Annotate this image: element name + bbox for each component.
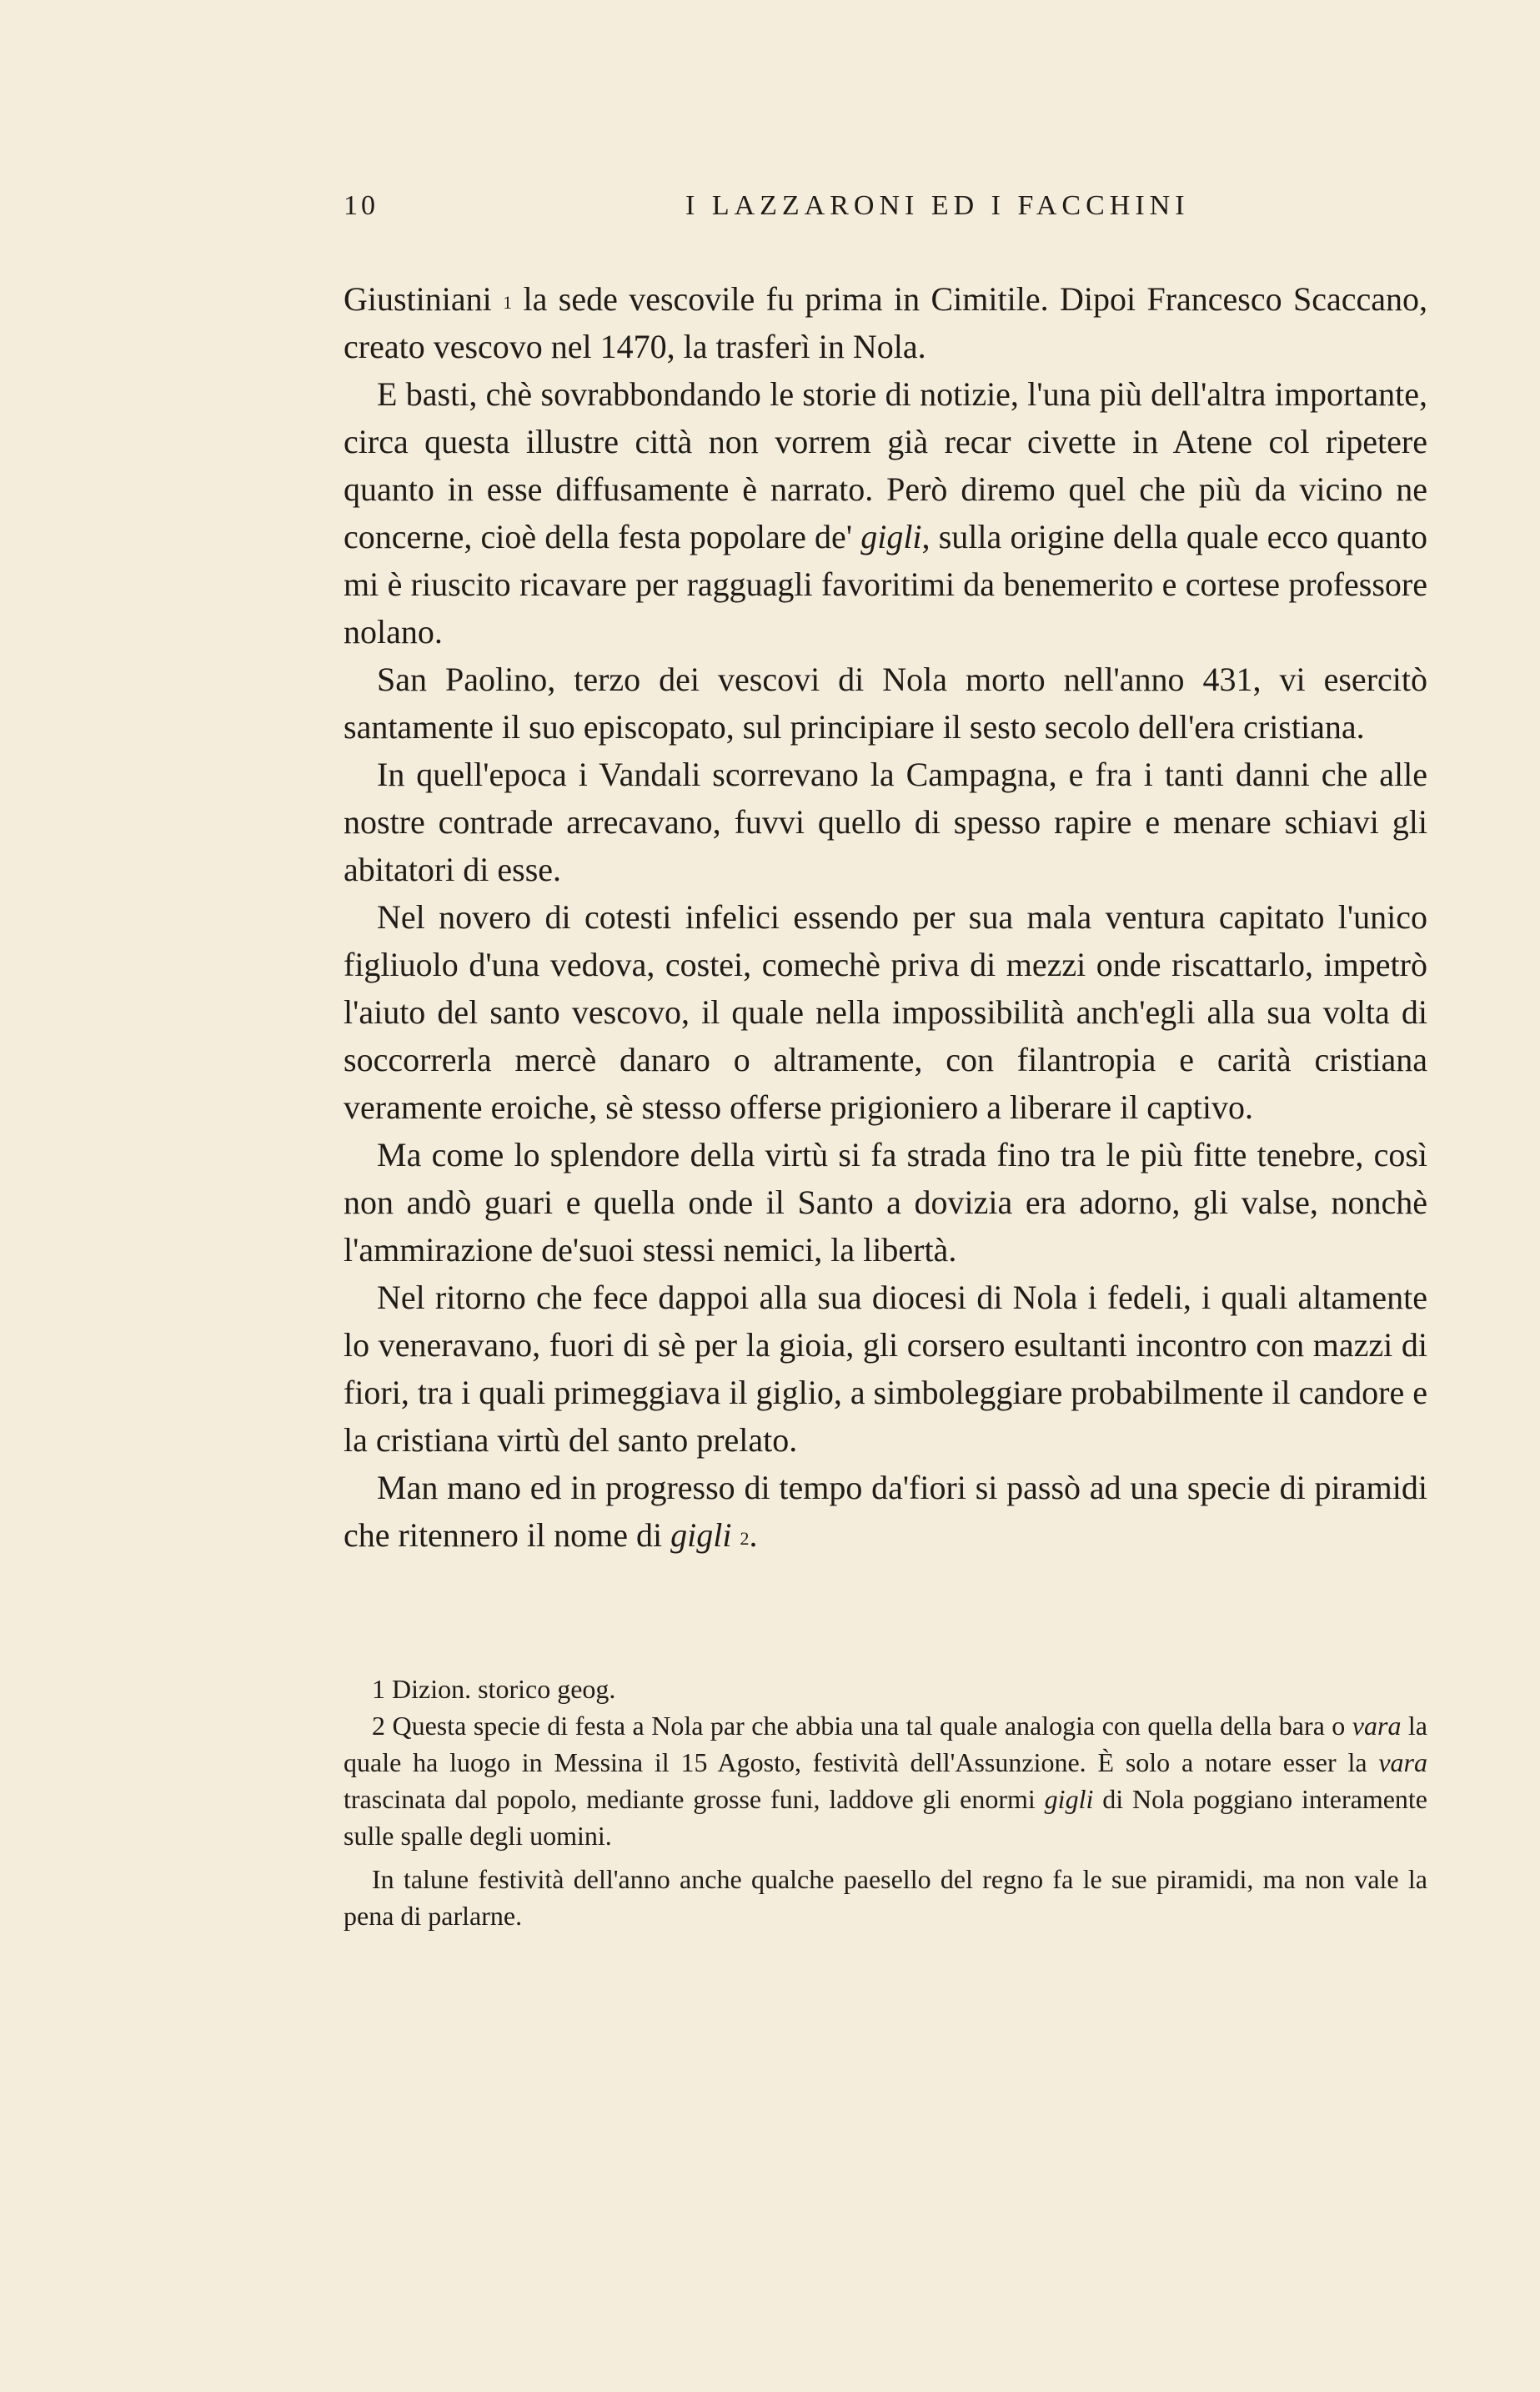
footnotes — [344, 1671, 1427, 1934]
italic-term: gigli — [670, 1516, 732, 1554]
text-run: la quale ha luogo in Messina il 15 Agosto, festività dell'Assunzione. È solo a notare esser la — [344, 1711, 1428, 1777]
text-run: Man mano ed in progresso di tempo da'fiori si passò ad una specie di piramidi che ritennero il nome di — [344, 1469, 1427, 1554]
paragraph-7: Nel ritorno che fece dappoi alla sua diocesi di Nola i fedeli, i quali altamente lo veneravano, fuori di sè per la gioia, gli corsero esultanti incontro con mazzi di fiori, tra i quali primeggiava il giglio, a simboleggiare probabilmente il candore e la cristiana virtù del santo prelato. — [344, 1279, 1427, 1459]
running-head — [344, 190, 1427, 227]
italic-term: vara — [1378, 1747, 1427, 1777]
text-run: , sulla origine della quale ecco quanto mi è riuscito ricavare per ragguagli favoritimi da benemerito e cortese professore nolano. — [344, 518, 1427, 651]
paragraph-8 — [344, 1464, 1427, 1559]
running-title: I LAZZARONI ED I FACCHINI — [685, 190, 1190, 221]
text-run: Giustiniani — [344, 280, 504, 318]
text-run: 2 Questa specie di festa a Nola par che abbia una tal quale analogia con quella della bara o — [372, 1711, 1352, 1741]
footnote-2 — [344, 1707, 1427, 1854]
text-run: . — [749, 1516, 758, 1554]
paragraph-4: In quell'epoca i Vandali scorrevano la Campagna, e fra i tanti danni che alle nostre contrade arrecavano, fuvvi quello di spesso rapire e menare schiavi gli abitatori di esse. — [344, 756, 1427, 888]
footnote-2-continuation: In talune festività dell'anno anche qualche paesello del regno fa le sue piramidi, ma non vale la pena di parlarne. — [344, 1864, 1427, 1931]
footnote-ref-2: 2 — [740, 1528, 750, 1549]
paragraph-6: Ma come lo splendore della virtù si fa strada fino tra le più fitte tenebre, così non andò guari e quella onde il Santo a dovizia era adorno, gli valse, nonchè l'ammirazione de'suoi stessi nemici, la libertà. — [344, 1136, 1427, 1269]
italic-term: gigli — [1044, 1784, 1094, 1814]
text-run: la sede vescovile fu prima in Cimitile. Dipoi Francesco Scaccano, creato vescovo nel 1470, la trasferì in Nola. — [344, 280, 1427, 365]
paragraph-5: Nel novero di cotesti infelici essendo per sua mala ventura capitato l'unico figliuolo d'una vedova, costei, comechè priva di mezzi onde riscattarlo, impetrò l'aiuto del santo vescovo, il quale nella impossibilità anch'egli alla sua volta di soccorrerla mercè danaro o altramente, con filantropia e carità cristiana veramente eroiche, sè stesso offerse prigioniero a liberare il captivo. — [344, 898, 1427, 1126]
paragraph-3: San Paolino, terzo dei vescovi di Nola morto nell'anno 431, vi esercitò santamente il suo episcopato, sul principiare il sesto secolo dell'era cristiana. — [344, 661, 1427, 746]
page-number: 10 — [344, 190, 379, 221]
text-run: E basti, chè sovrabbondando le storie di notizie, l'una più dell'altra importante, circa questa illustre città non vorrem già recar civette in Atene col ripetere quanto in esse diffusamente è narrato. Però diremo quel che più da vicino ne concerne, cioè della festa popolare de' — [344, 375, 1427, 555]
main-text — [344, 275, 1427, 1559]
italic-term: gigli — [860, 518, 922, 555]
text-run: trascinata dal popolo, mediante grosse funi, laddove gli enormi — [344, 1784, 1045, 1814]
paragraph-2 — [344, 370, 1427, 656]
italic-term: vara — [1352, 1711, 1402, 1741]
footnote-1: 1 Dizion. storico geog. — [372, 1674, 616, 1704]
text-run: di Nola poggiano interamente sulle spalle degli uomini. — [344, 1784, 1428, 1851]
paragraph-1 — [344, 275, 1427, 370]
footnote-ref-1: 1 — [503, 292, 513, 313]
